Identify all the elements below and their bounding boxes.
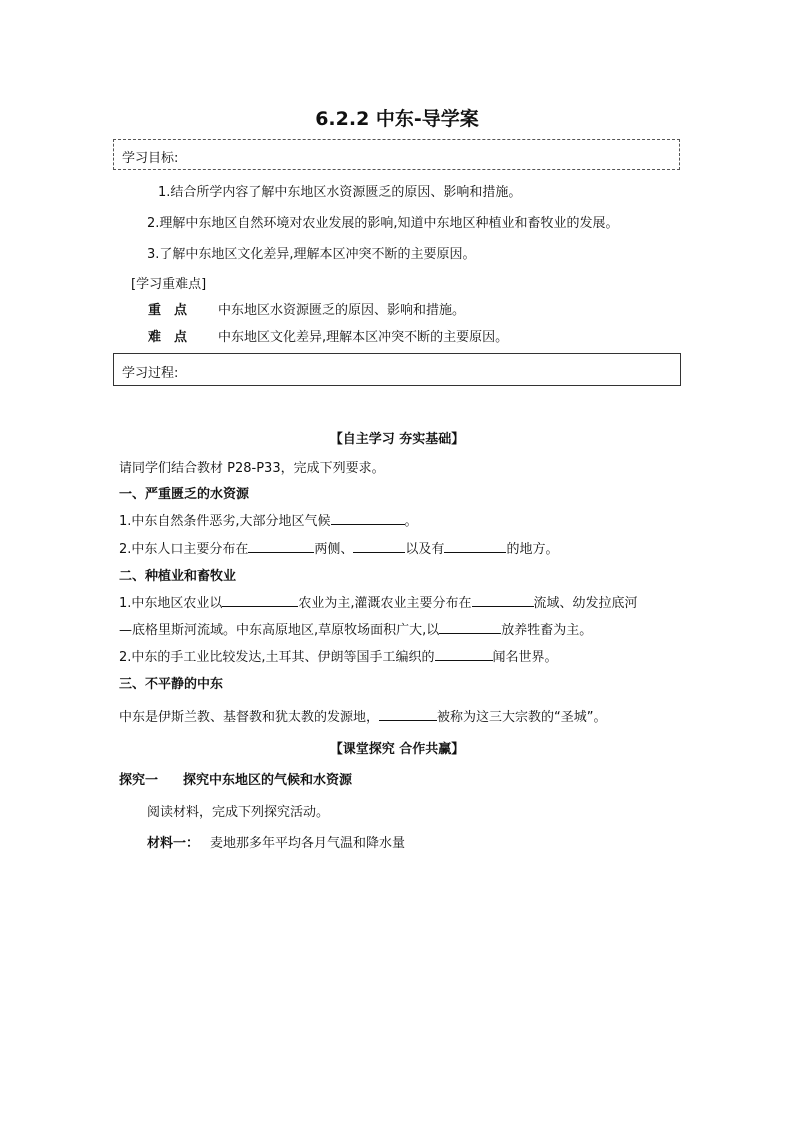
section2-title: 二、种植业和畜牧业	[119, 569, 237, 584]
section1-q2: 2.中东人口主要分布在 两侧、 以及有 的地方。	[119, 542, 559, 557]
answer-blank[interactable]	[379, 708, 437, 721]
self-study-heading: 【自主学习 夯实基础】	[329, 432, 465, 447]
answer-blank[interactable]	[248, 540, 314, 553]
answer-blank[interactable]	[353, 540, 405, 553]
explore1-label: 探究一	[119, 773, 159, 788]
answer-blank[interactable]	[435, 648, 493, 661]
answer-blank[interactable]	[222, 594, 298, 607]
section2-q1-line2: —底格里斯河流域。中东高原地区,草原牧场面积广大,以 放养牲畜为主。	[119, 623, 593, 638]
section3-q1: 中东是伊斯兰教、基督教和犹太教的发源地， 被称为这三大宗教的“圣城”。	[119, 710, 607, 725]
goal-item-3: 3.了解中东地区文化差异,理解本区冲突不断的主要原因。	[147, 247, 476, 262]
learning-goals-box	[113, 139, 680, 170]
section2-q2: 2.中东的手工业比较发达,土耳其、伊朗等国手工编织的 闻名世界。	[119, 650, 558, 665]
answer-blank[interactable]	[331, 512, 405, 525]
difficulty-text: 中东地区文化差异,理解本区冲突不断的主要原因。	[218, 330, 509, 345]
focus-text: 中东地区水资源匮乏的原因、影响和措施。	[218, 303, 466, 318]
goal-item-2: 2.理解中东地区自然环境对农业发展的影响,知道中东地区种植业和畜牧业的发展。	[147, 216, 619, 231]
material1-text: 麦地那多年平均各月气温和降水量	[210, 836, 406, 851]
section3-title: 三、不平静的中东	[119, 677, 224, 692]
section1-q1: 1.中东自然条件恶劣,大部分地区气候 。	[119, 514, 418, 529]
focus-label: 重 点	[148, 303, 188, 318]
answer-blank[interactable]	[444, 540, 506, 553]
class-explore-heading: 【课堂探究 合作共赢】	[329, 742, 465, 757]
section2-q1-line1: 1.中东地区农业以 农业为主,灌溉农业主要分布在 流域、幼发拉底河	[119, 596, 638, 611]
material1-label: 材料一：	[147, 836, 200, 851]
explore1-title: 探究中东地区的气候和水资源	[183, 773, 353, 788]
read-instruction: 阅读材料，完成下列探究活动。	[147, 805, 330, 820]
section1-title: 一、严重匮乏的水资源	[119, 487, 250, 502]
learning-goals-label: 学习目标:	[122, 151, 179, 166]
difficulty-label: 难 点	[148, 330, 188, 345]
goal-item-1: 1.结合所学内容了解中东地区水资源匮乏的原因、影响和措施。	[158, 185, 522, 200]
answer-blank[interactable]	[439, 621, 501, 634]
key-points-label: [学习重难点]	[131, 277, 207, 292]
page-title: 6.2.2 中东-导学案	[315, 108, 479, 130]
self-study-intro: 请同学们结合教材 P28-P33，完成下列要求。	[119, 461, 385, 476]
learning-process-label: 学习过程:	[122, 366, 179, 381]
learning-process-box	[113, 353, 681, 386]
answer-blank[interactable]	[472, 594, 534, 607]
